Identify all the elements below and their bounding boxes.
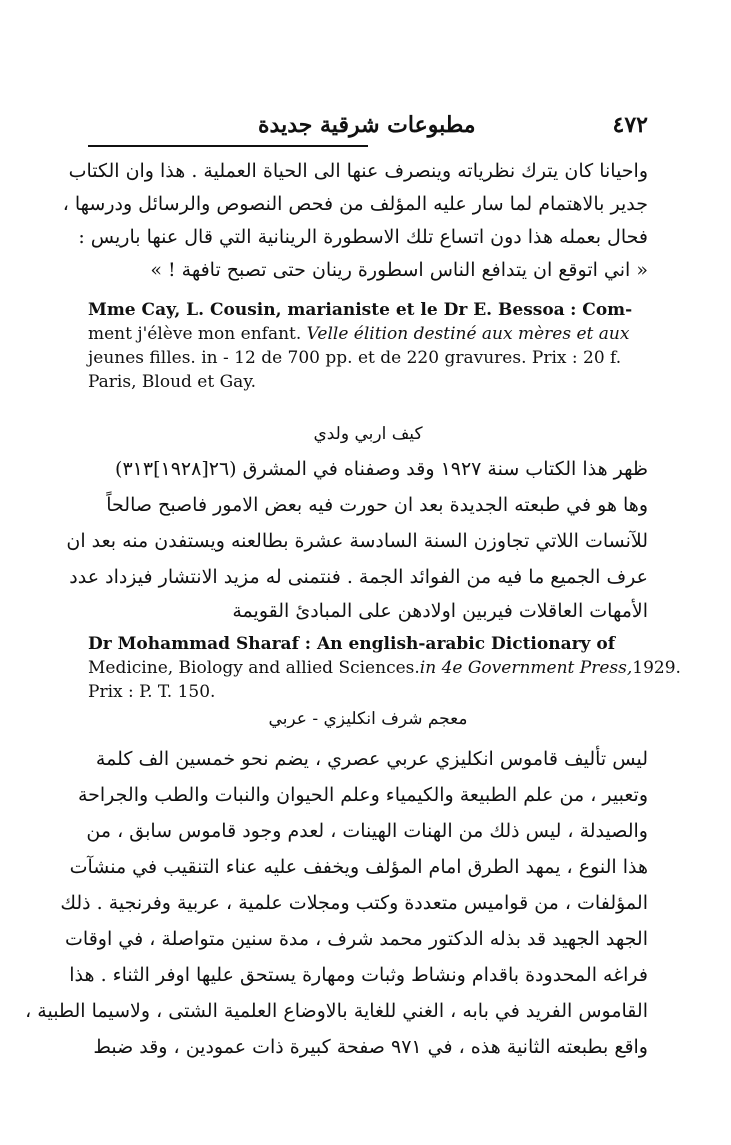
review1-line: « اني اتوقع ان يتدافع الناس اسطورة رينان حتى تصبح تافهة ! »	[150, 259, 648, 281]
page-number: ٤٧٢	[612, 112, 648, 138]
page-header	[88, 112, 648, 144]
review1-line: واحيانا كان يترك نظرياته وينصرف عنها الى الحياة العملية . هذا وان الكتاب	[68, 160, 648, 182]
review1-line: جدير بالاهتمام لما سار عليه المؤلف من فحص النصوص والرسائل ودرسها ،	[62, 193, 648, 215]
review3-line: واقع بطبعته الثانية هذه ، في ٩٧١ صفحة كبيرة ذات عمودين ، وقد ضبط	[93, 1036, 648, 1058]
entry3-year: 1929.	[632, 658, 681, 678]
review1-line: فحال بعمله هذا دون اتساع تلك الاسطورة الرينانية التي قال عنها باريس :	[78, 226, 648, 248]
review3-line: المؤلفات ، من قواميس متعددة وكتب ومجلات علمية ، عربية وفرنجية . ذلك	[60, 892, 648, 914]
header-rule	[88, 145, 368, 147]
entry2-publisher: Paris, Bloud et Gay.	[88, 372, 257, 392]
review3-line: القاموس الفريد في بابه ، الغني للغاية بالاوضاع العلمية الشتى ، ولاسيما الطبية ،	[25, 1000, 648, 1022]
entry3-line	[88, 656, 681, 680]
review2-line: عرف الجميع ما فيه من الفوائد الجمة . فنتمنى له مزيد الانتشار فيزداد عدد	[69, 566, 648, 588]
review3-line: الجهد الجهيد قد بذله الدكتور محمد شرف ، مدة سنين متواصلة ، في اوقات	[65, 928, 648, 950]
review2-line: وها هو في طبعته الجديدة بعد ان حورت فيه بعض الامور فاصبح صالحاً	[106, 494, 648, 516]
review3-line: والصيدلة ، ليس ذلك من الهنات الهينات ، لعدم وجود قاموس سابق ، من	[86, 820, 648, 842]
review3-line: وتعبير ، من علم الطبيعة والكيمياء وعلم الحيوان والنبات والطب والجراحة	[77, 784, 648, 806]
review2-line: الأمهات العاقلات فيربين اولادهن على المبادئ القويمة	[232, 600, 648, 622]
entry3-price: Prix : P. T. 150.	[88, 682, 216, 702]
entry3-arabic-title: معجم شرف انكليزي - عربي	[268, 709, 468, 729]
review3-line: ليس تأليف قاموس انكليزي عربي عصري ، يضم نحو خمسين الف كلمة	[95, 748, 648, 770]
entry2-line	[88, 322, 648, 346]
entry3-title-end: Medicine, Biology and allied Sciences.	[88, 658, 420, 678]
entry3-author-title: Dr Mohammad Sharaf : An english-arabic Dictionary of	[88, 634, 616, 654]
entry2-format: jeunes filles. in - 12 de 700 pp. et de 220 gravures. Prix : 20 f.	[88, 348, 622, 368]
review3-line: هذا النوع ، يمهد الطرق امام المؤلف ويخفف عليه عناء التنقيب في منشآت	[69, 856, 648, 878]
entry2-title: ment j'élève mon enfant.	[88, 324, 302, 344]
review2-line: للآنسات اللاتي تجاوزن السنة السادسة عشرة بطالعنه ويستفدن منه بعد ان	[66, 530, 648, 552]
entry2-title-start: : Com-	[570, 300, 633, 320]
entry2-line	[88, 298, 648, 322]
review3-line: فراغه المحدودة باقدام ونشاط وثبات ومهارة يستحق عليها اوفر الثناء . هذا	[69, 964, 648, 986]
entry2-edition: Velle élition destiné aux mères et aux	[306, 324, 630, 344]
running-title: مطبوعات شرقية جديدة	[258, 112, 476, 138]
review2-line: ظهر هذا الكتاب سنة ١٩٢٧ وقد وصفناه في المشرق (٢٦[١٩٢٨]٣١٣)	[115, 458, 648, 480]
entry2-authors: Mme Cay, L. Cousin, marianiste et le Dr E. Bessoa	[88, 300, 565, 320]
entry2-arabic-title: كيف اربي ولدي	[313, 424, 423, 444]
entry3-format: in 4e Government Press,	[419, 658, 633, 678]
entry3-line	[88, 632, 648, 656]
